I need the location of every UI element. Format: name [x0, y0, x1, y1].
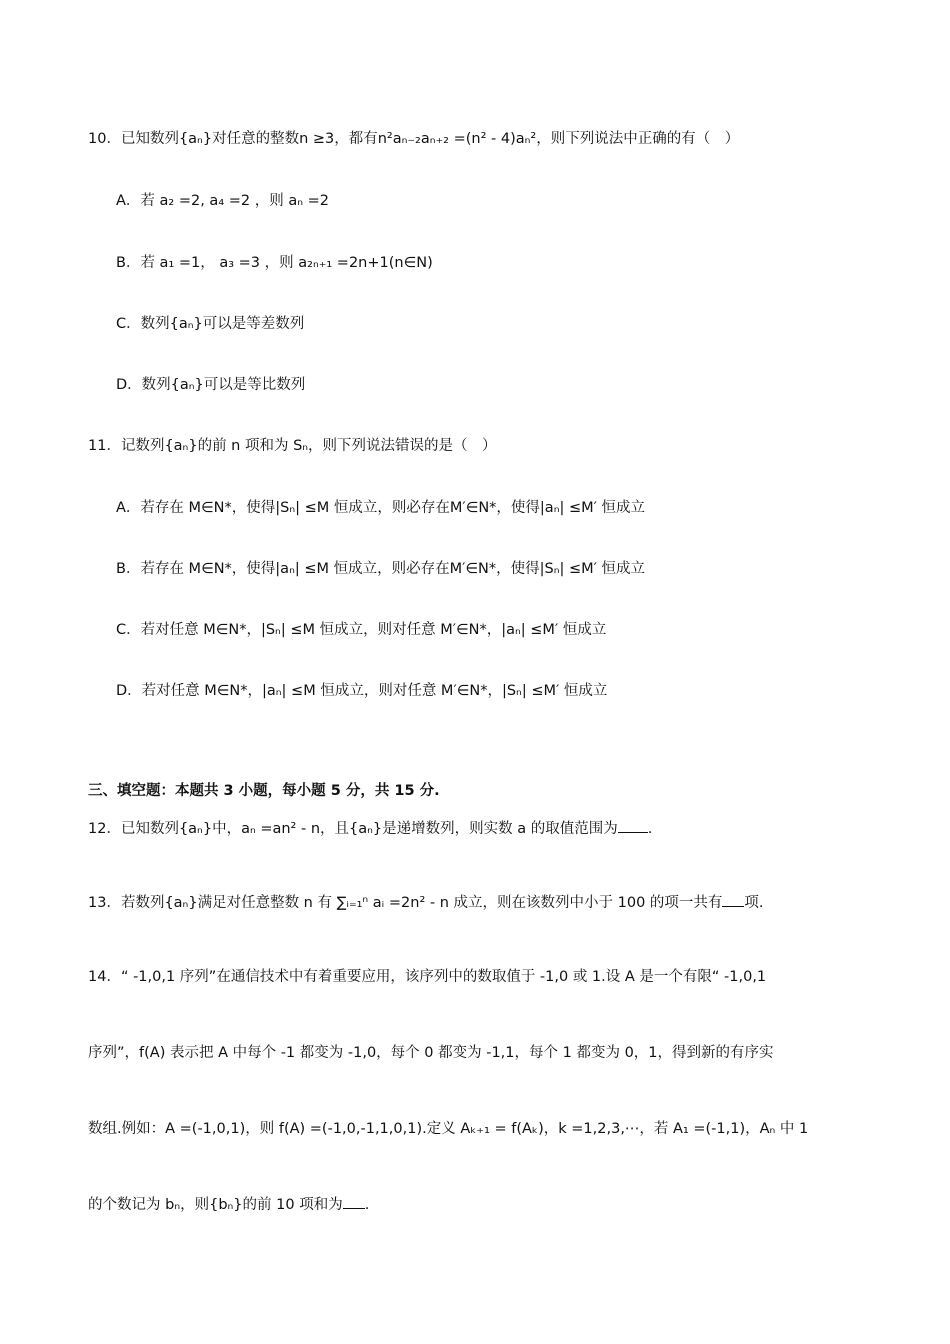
q11-option-b: B．若存在 M∈N*，使得|aₙ| ≤M 恒成立，则必存在M′∈N*，使得|Sₙ| ≤M′ 恒成立	[116, 561, 646, 577]
section3-heading: 三、填空题：本题共 3 小题，每小题 5 分，共 15 分.	[88, 783, 440, 799]
q14-end: .	[364, 1197, 370, 1213]
q10-option-a: A．若 a₂ =2, a₄ =2 ，则 aₙ =2	[116, 193, 329, 209]
q12	[88, 818, 868, 840]
q13-text: 13．若数列{aₙ}满足对任意整数 n 有 ∑ᵢ₌₁ⁿ aᵢ =2n² - n 成立，则在该数列中小于 100 的项一共有	[88, 895, 723, 911]
q14-line-2: 序列”，f(A) 表示把 A 中每个 -1 都变为 -1,0，每个 0 都变为 -1,1，每个 1 都变为 0，1，得到新的有序实	[88, 1045, 774, 1061]
q14-line-3: 数组.例如：A =(-1,0,1)，则 f(A) =(-1,0,-1,1,0,1).定义 Aₖ₊₁ = f(Aₖ)，k =1,2,3,⋯，若 A₁ =(-1,1)，Aₙ 中 1	[88, 1121, 809, 1137]
q14-line-1: 14．“ -1,0,1 序列”在通信技术中有着重要应用，该序列中的数取值于 -1,0 或 1.设 A 是一个有限“ -1,0,1	[88, 969, 767, 985]
q12-end: .	[647, 821, 653, 837]
q14-line-4	[88, 1194, 868, 1216]
q10-stem: 10．已知数列{aₙ}对任意的整数n ≥3，都有n²aₙ₋₂aₙ₊₂ =(n² - 4)aₙ²，则下列说法中正确的有（ ）	[88, 131, 740, 147]
q13-answer-blank	[722, 892, 744, 907]
q14-answer-blank	[343, 1194, 365, 1209]
q13	[88, 892, 868, 914]
q10-option-c: C．数列{aₙ}可以是等差数列	[116, 316, 305, 332]
q10-option-d: D．数列{aₙ}可以是等比数列	[116, 377, 306, 393]
q12-text: 12．已知数列{aₙ}中，aₙ =an² - n，且{aₙ}是递增数列，则实数 a 的取值范围为	[88, 821, 618, 837]
q11-option-c: C．若对任意 M∈N*，|Sₙ| ≤M 恒成立，则对任意 M′∈N*，|aₙ| ≤M′ 恒成立	[116, 622, 607, 638]
q10-option-b: B．若 a₁ =1， a₃ =3 ，则 a₂ₙ₊₁ =2n+1(n∈N)	[116, 255, 433, 271]
q14-text: 的个数记为 bₙ，则{bₙ}的前 10 项和为	[88, 1197, 343, 1213]
q12-answer-blank	[618, 818, 648, 833]
q11-option-d: D．若对任意 M∈N*，|aₙ| ≤M 恒成立，则对任意 M′∈N*，|Sₙ| ≤M′ 恒成立	[116, 683, 608, 699]
q11-option-a: A．若存在 M∈N*，使得|Sₙ| ≤M 恒成立，则必存在M′∈N*，使得|aₙ| ≤M′ 恒成立	[116, 500, 646, 516]
q11-stem: 11．记数列{aₙ}的前 n 项和为 Sₙ，则下列说法错误的是（ ）	[88, 438, 497, 454]
q13-end: 项.	[744, 895, 764, 911]
